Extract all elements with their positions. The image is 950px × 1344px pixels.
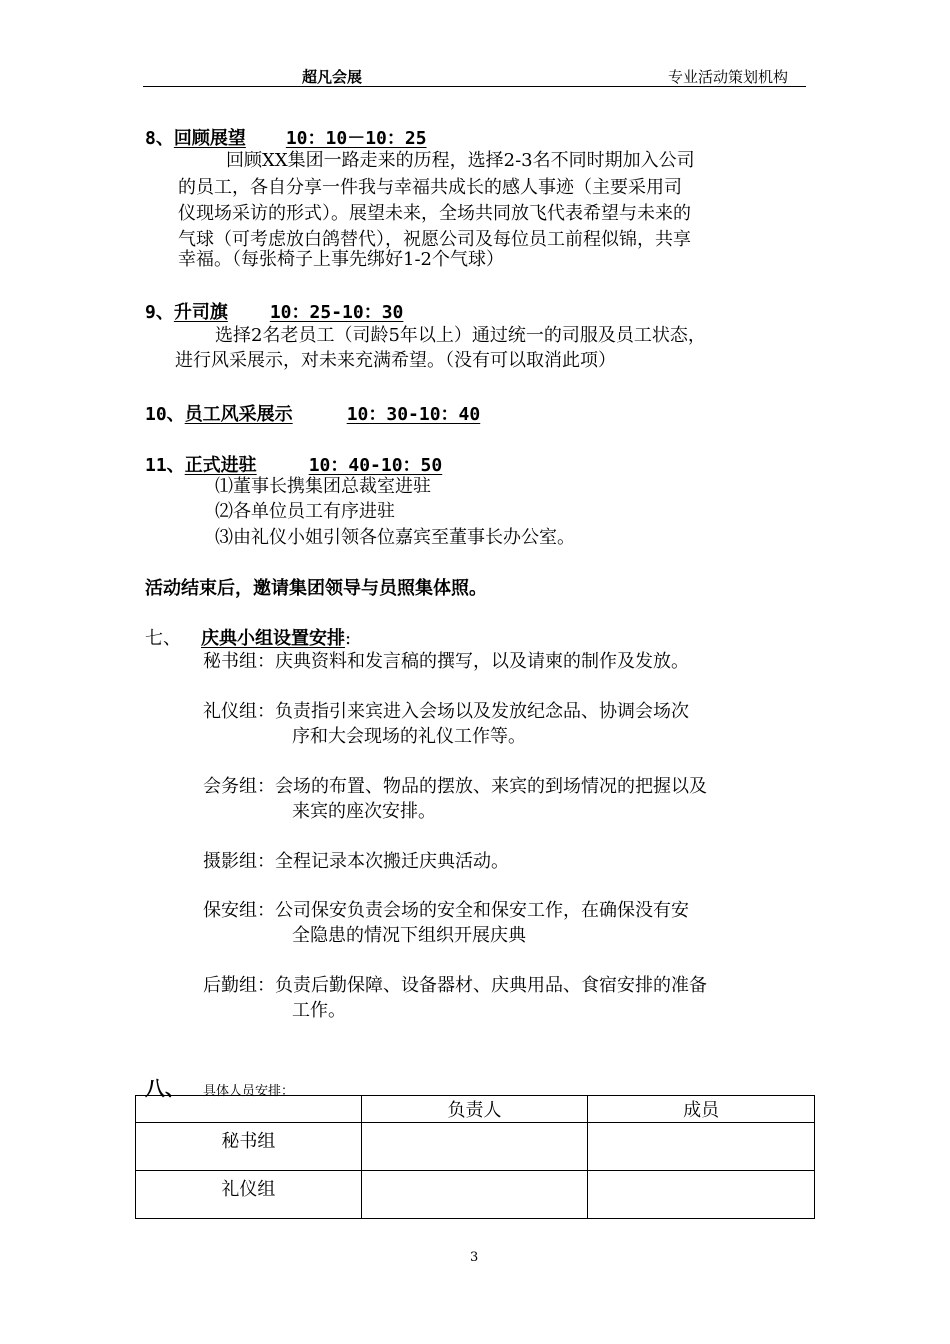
- group-name: 保安组：: [203, 900, 275, 921]
- section-11-title: 正式进驻: [184, 455, 257, 476]
- table-header-cell: 成员: [588, 1096, 815, 1123]
- section-9-number: 9、: [145, 302, 174, 323]
- table-row: [136, 1123, 815, 1171]
- section-8-time: 10：10－10：25: [285, 128, 427, 149]
- group-desc: 负责指引来宾进入会场以及发放纪念品、协调会场次: [275, 701, 689, 722]
- header-rule: [143, 86, 806, 87]
- table-cell[interactable]: [361, 1123, 588, 1171]
- section-9-line: 进行风采展示，对未来充满希望。（没有可以取消此项）: [175, 350, 616, 371]
- section-11-number: 11、: [145, 455, 185, 476]
- section-8-line: 幸福。（每张椅子上事先绑好1-2个气球）: [178, 249, 504, 270]
- table-row: [136, 1171, 815, 1219]
- group-desc: 序和大会现场的礼仪工作等。: [292, 726, 526, 747]
- staff-table: [135, 1095, 815, 1219]
- group-name: 会务组：: [203, 776, 275, 797]
- group-etiquette: [203, 698, 689, 725]
- section-11-item: ⑵各单位员工有序进驻: [215, 501, 395, 522]
- table-cell[interactable]: [588, 1123, 815, 1171]
- section-8-line: 仪现场采访的形式）。展望未来，全场共同放飞代表希望与未来的: [178, 203, 691, 224]
- section-9-line: 选择2名老员工（司龄5年以上）通过统一的司服及员工状态，: [215, 325, 706, 346]
- table-cell[interactable]: [361, 1171, 588, 1219]
- group-name: 后勤组：: [203, 975, 275, 996]
- group-logistics: [203, 972, 707, 999]
- section-8b-title: 具体人员安排：: [203, 1084, 295, 1099]
- group-photography: [203, 848, 509, 875]
- section-10-heading: [145, 400, 480, 426]
- group-desc: 负责后勤保障、设备器材、庆典用品、食宿安排的准备: [275, 975, 707, 996]
- group-desc: 全隐患的情况下组织开展庆典: [292, 925, 526, 946]
- group-name: 摄影组：: [203, 851, 275, 872]
- section-8-number: 8、: [145, 128, 174, 149]
- section-7-colon: :: [345, 628, 352, 649]
- table-cell: 秘书组: [136, 1123, 362, 1171]
- closing-note: 活动结束后，邀请集团领导与员照集体照。: [145, 578, 487, 599]
- group-security: [203, 897, 689, 924]
- group-desc: 公司保安负责会场的安全和保安工作，在确保没有安: [275, 900, 689, 921]
- section-8-line: 的员工，各自分享一件我与幸福共成长的感人事迹（主要采用司: [178, 177, 682, 198]
- group-name: 秘书组：: [203, 651, 275, 672]
- table-header-row: [136, 1096, 815, 1123]
- section-8-title-time: [174, 128, 427, 149]
- group-secretary: [203, 648, 689, 675]
- page-number: 3: [470, 1250, 479, 1265]
- table-cell: 礼仪组: [136, 1171, 362, 1219]
- section-8-title: 回顾展望: [173, 128, 246, 149]
- section-7-heading: [145, 624, 351, 650]
- section-9-title: 升司旗: [173, 302, 228, 323]
- section-11-item: ⑶由礼仪小姐引领各位嘉宾至董事长办公室。: [215, 527, 575, 548]
- group-desc: 全程记录本次搬迁庆典活动。: [275, 851, 509, 872]
- header-company: 超凡会展: [302, 68, 363, 86]
- section-7-number: 七、: [145, 628, 181, 649]
- group-desc: 工作。: [292, 1000, 346, 1021]
- section-10-title-time: [185, 404, 481, 425]
- table-header-cell: [136, 1096, 362, 1123]
- section-7-title: 庆典小组设置安排: [201, 628, 345, 649]
- group-desc: 庆典资料和发言稿的撰写，以及请柬的制作及发放。: [275, 651, 689, 672]
- table-cell[interactable]: [588, 1171, 815, 1219]
- group-desc: 来宾的座次安排。: [292, 801, 436, 822]
- table-header-cell: 负责人: [361, 1096, 588, 1123]
- section-9-title-time: [174, 302, 404, 323]
- section-8-line: 气球（可考虑放白鸽替代），祝愿公司及每位员工前程似锦，共享: [178, 229, 691, 250]
- section-11-time: 10：40-10：50: [308, 455, 443, 476]
- section-10-title: 员工风采展示: [184, 404, 293, 425]
- section-11-item: ⑴董事长携集团总裁室进驻: [215, 476, 431, 497]
- section-9-time: 10：25-10：30: [269, 302, 404, 323]
- section-9-heading: [145, 298, 403, 324]
- group-conference: [203, 773, 707, 800]
- section-10-number: 10、: [145, 404, 185, 425]
- header-tagline: 专业活动策划机构: [668, 68, 789, 86]
- group-name: 礼仪组：: [203, 701, 275, 722]
- section-8-line: 回顾XX集团一路走来的历程，选择2-3名不同时期加入公司: [226, 150, 695, 171]
- section-10-time: 10：30-10：40: [346, 404, 481, 425]
- group-desc: 会场的布置、物品的摆放、来宾的到场情况的把握以及: [275, 776, 707, 797]
- section-8b-number: 八、: [145, 1076, 185, 1100]
